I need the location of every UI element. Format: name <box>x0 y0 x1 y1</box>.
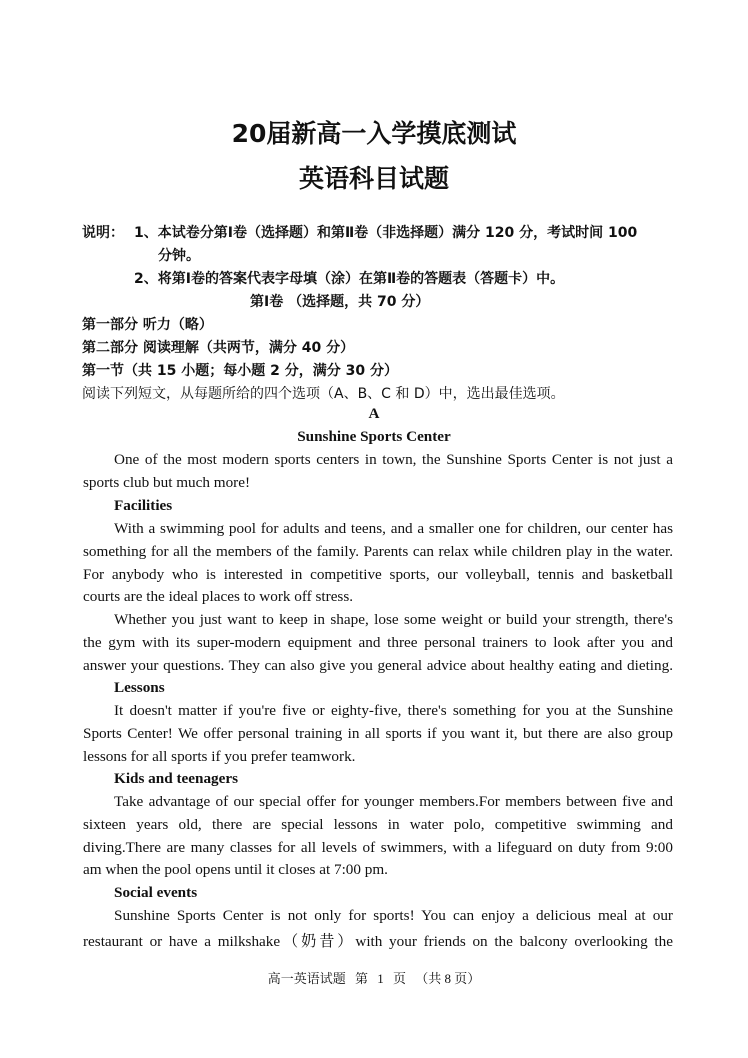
footer-page-prefix: 第 <box>354 971 368 986</box>
instruction-item-1: 1、本试卷分第Ⅰ卷（选择题）和第Ⅱ卷（非选择题）满分 120 分，考试时间 100 <box>134 225 638 241</box>
passage-title: Sunshine Sports Center <box>297 428 451 445</box>
passage-letter: A <box>368 405 380 422</box>
passage-line: lessons for all sports if you prefer teamwork. <box>83 748 356 765</box>
passage-line: Take advantage of our special offer for younger members.For members between five and <box>114 793 673 810</box>
reading-directions: 阅读下列短文，从每题所给的四个选项（A、B、C 和 D）中，选出最佳选项。 <box>82 386 565 402</box>
passage-line: It doesn't matter if you're five or eighty-five, there's something for you at the Sunshine <box>114 702 673 719</box>
passage-line: Sunshine Sports Center is not only for sports! You can enjoy a delicious meal at our <box>114 907 673 924</box>
passage-line: One of the most modern sports centers in town, the Sunshine Sports Center is not just a <box>114 451 673 468</box>
passage-line: the gym with its super-modern equipment and three personal trainers to look after you and <box>83 634 673 651</box>
exam-subtitle: 英语科目试题 <box>298 164 449 193</box>
passage-line: Sports Center! We offer personal training in all sports if you want it, but there are also group <box>83 725 673 742</box>
passage-line: answer your questions. They can also give you general advice about healthy eating and dieting. <box>83 657 673 674</box>
passage-line: sixteen years old, there are special lessons in water polo, competitive swimming and <box>83 816 673 833</box>
passage-line: With a swimming pool for adults and teens, and a smaller one for children, our center has <box>114 520 673 537</box>
section-heading-facilities: Facilities <box>114 497 173 514</box>
part-1-heading: 第一部分 听力（略） <box>82 317 213 333</box>
footer-title: 高一英语试题 <box>267 971 346 986</box>
section-heading-social: Social events <box>114 884 198 901</box>
passage-line: restaurant or have a milkshake（奶昔）with your friends on the balcony overlooking the <box>83 933 673 950</box>
page-footer <box>0 968 748 987</box>
instruction-item-1-continued: 分钟。 <box>158 248 200 264</box>
section-heading-kids: Kids and teenagers <box>114 770 239 787</box>
passage-line: Whether you just want to keep in shape, lose some weight or build your strength, there's <box>114 611 673 628</box>
exam-title: 20届新高一入学摸底测试 <box>231 119 517 148</box>
instruction-item-2: 2、将第Ⅰ卷的答案代表字母填（涂）在第Ⅱ卷的答题表（答题卡）中。 <box>134 271 565 287</box>
footer-page-suffix: 页 <box>393 971 407 986</box>
part-2-heading: 第二部分 阅读理解（共两节，满分 40 分） <box>82 340 355 356</box>
footer-page-number: 1 <box>377 971 384 986</box>
passage-line: courts are the ideal places to work off stress. <box>83 588 354 605</box>
section-heading-lessons: Lessons <box>114 679 165 696</box>
section-1-heading: 第一节（共 15 小题；每小题 2 分，满分 30 分） <box>82 363 398 379</box>
instructions-label: 说明： <box>82 225 124 241</box>
footer-total-pages: （共 8 页） <box>415 971 481 986</box>
passage-line: sports club but much more! <box>83 474 251 491</box>
passage-line: am when the pool opens until it closes at 7:00 pm. <box>83 861 388 878</box>
passage-line: For anybody who is interested in competitive sports, our volleyball, tennis and basketball <box>83 566 673 583</box>
passage-line: something for all the members of the family. Parents can relax while children play in the water. <box>83 543 673 560</box>
passage-line: diving.There are many classes for all levels of swimmers, with a lifeguard on duty from 9:00 <box>83 839 673 856</box>
volume-1-heading: 第Ⅰ卷 （选择题，共 70 分） <box>250 294 430 310</box>
